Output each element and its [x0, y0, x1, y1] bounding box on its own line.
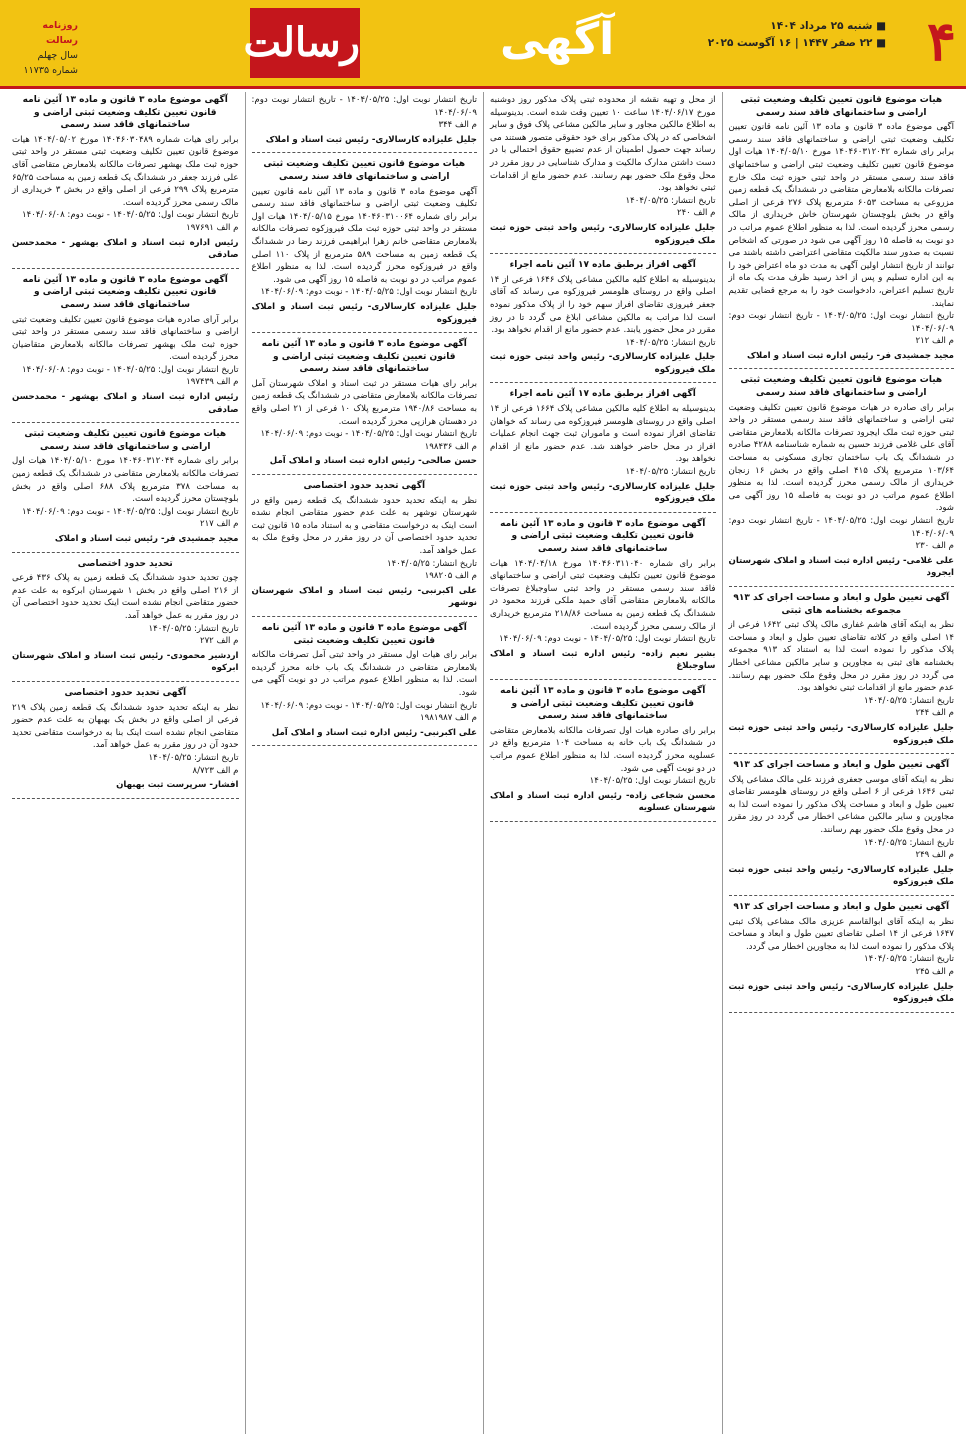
notice-separator — [12, 681, 239, 682]
notice-separator — [490, 253, 716, 254]
notice-title: آگهی موضوع ماده ۳ قانون و ماده ۱۳ آئین نامه قانون تعیین تکلیف وضعیت ثبتی اراضی و ساختمانهای فاقد سند رسمی — [22, 274, 228, 310]
legal-notice — [490, 518, 716, 673]
legal-notice — [252, 94, 478, 146]
notice-signer: اردشیر محمودی- رئیس ثبت اسناد و املاک شهرستان ابرکوه — [12, 650, 239, 674]
legal-notice — [729, 592, 955, 747]
legal-notice — [252, 622, 478, 739]
notice-code: م الف ۲۴۵ — [915, 967, 954, 977]
notice-body: برابر رای صادره در هیات موضوع قانون تعیین تکلیف وضعیت ثبتی اراضی و ساختمانهای فاقد سند رسمی مستقر در واحد ثبتی حوزه ثبت ملک ایجرود تصرفات مالکانه بلامعارض متقاضی آقای علی غلامی فرزند حسین به شماره شناسنامه ۴۲۸۸ صادره در ششدانگ یک باب ساختمان تجاری مسکونی به مساحت ۱۰۳/۶۴ مترمربع پلاک ۴۱۵ اصلی واقع در بخش ۱۶ زنجان خریداری از مالک رسمی محرز گردیده است. لذا به منظور اطلاع عموم مراتب در دو نوبت به فاصله ۱۵ روز آگهی می شود. — [728, 402, 954, 514]
date-box — [708, 18, 886, 52]
notice-body: بدینوسیله به اطلاع کلیه مالکین مشاعی پلاک ۱۶۶۴ فرعی از ۱۴ اصلی واقع در روستای هلومسر فیروزکوه می رساند که خواهان تقاضای افراز نموده است و ماموران ثبت جهت انجام عملیات افراز در محل حاضر خواهند شد. عدم حضور مانع از اقدام نخواهد بود. — [490, 404, 716, 465]
notice-code: م الف ۱۹۸۱۹۸۷ — [420, 713, 477, 724]
notice-dates: تاریخ انتشار نوبت اول: ۱۴۰۴/۰۵/۲۵ - نوبت دوم: ۱۴۰۴/۰۶/۰۹ — [21, 506, 239, 517]
notice-title: هیات موضوع قانون تعیین تکلیف وضعیت ثبتی اراضی و ساختمانهای فاقد سند رسمی — [740, 375, 943, 399]
legal-notice — [490, 94, 716, 247]
notice-body: برابر رای صادره هیات اول تصرفات مالکانه بلامعارض متقاضی در ششدانگ یک باب خانه به مساحت ۱۰۴ مترمربع واقع در عسلویه محرز گردیده است. لذا به منظور اطلاع عموم مراتب در دو نوبت آگهی می شود. — [490, 725, 716, 774]
notice-dates: تاریخ انتشار نوبت اول: ۱۴۰۴/۰۵/۲۵ - نوبت دوم: ۱۴۰۴/۰۶/۰۹ — [260, 287, 477, 298]
notice-dates: تاریخ انتشار نوبت اول: ۱۴۰۴/۰۵/۲۵ - نوبت دوم: ۱۴۰۴/۰۶/۰۸ — [21, 364, 239, 375]
notice-code: م الف ۸/۷۲۳ — [192, 765, 239, 776]
notice-code: م الف ۳۴۴ — [438, 120, 477, 131]
legal-notice — [12, 428, 239, 545]
notice-dates: تاریخ انتشار نوبت اول: ۱۴۰۴/۰۵/۲۵ - نوبت دوم: ۱۴۰۴/۰۶/۰۹ — [260, 700, 477, 711]
ad-column — [722, 92, 961, 1434]
notice-body: برابر رای شماره ۱۴۰۴۶۰۳۱۲۰۴۴ مورخ ۱۴۰۴/۰۵/۱۰ هیات اول تصرفات مالکانه بلامعارض متقاضی در ششدانگ یک قطعه زمین به مساحت ۳۷۸ مترمربع پلاک ۶۸۸ اصلی واقع در بخش بلوچستان محرز گردیده است. — [12, 456, 239, 505]
newspaper-logo: رسالت — [250, 8, 360, 78]
notice-separator — [729, 753, 955, 754]
notice-title: آگهی تعیین طول و ابعاد و مساحت اجرای کد ۹۱۳ — [733, 760, 950, 771]
notice-code: م الف ۲۷۲ — [199, 636, 239, 647]
notice-separator — [12, 798, 239, 799]
notice-code: م الف ۲۴۰ — [676, 208, 716, 219]
notice-body: آگهی موضوع ماده ۳ قانون و ماده ۱۳ آئین نامه قانون تعیین تکلیف وضعیت ثبتی اراضی و ساختمانهای فاقد سند رسمی برابر رای شماره ۱۴۰۴۶۰۳۱۰۰۶۴ مورخ ۱۴۰۴/۰۵/۱۵ هیات اول مستقر در واحد ثبتی حوزه ثبت ملک فیروزکوه تصرفات مالکانه بلامعارض متقاضی خانم زهرا ابراهیمی فرزند رضا در ششدانگ یک قطعه زمین به مساحت ۵۸۹ مترمربع از پلاک ۱۱۰ اصلی واقع در فیروزکوه محرز گردیده است. لذا به منظور اطلاع عموم مراتب در دو نوبت به فاصله ۱۵ روز آگهی می شود. — [251, 186, 477, 285]
notice-body: از محل و تهیه نقشه از محدوده ثبتی پلاک مذکور روز دوشنبه مورخ ۱۴۰۴/۰۶/۱۷ ساعت ۱۰ تعیین وقت شده است. بدینوسیله به اطلاع مالکین مجاور و سایر مالکین مشاعی پلاک فوق و سایر اشخاصی که در پلاک مذکور برای خود حقوقی متصور هستند می رساند جهت حصول اطمینان از عدم تضییع حقوق احتمالی با در دست داشتن مدارک مالکیت و مدارک شناسایی در روز مقرر در محل وقوع ملک حضور بهم رسانند. عدم حضور مانع از اقدامات ثبتی نخواهد بود. — [490, 95, 716, 194]
notice-separator — [729, 1012, 955, 1013]
ad-column — [245, 92, 484, 1434]
issue-meta — [12, 18, 78, 78]
notice-title: آگهی افراز برطبق ماده ۱۷ آئین نامه اجراء — [509, 260, 696, 271]
notice-signer: جلیل علیزاده کارسالاری- رئیس ثبت اسناد و املاک — [265, 134, 477, 145]
notice-title: هیات موضوع قانون تعیین تکلیف وضعیت ثبتی اراضی و ساختمانهای فاقد سند رسمی — [740, 95, 943, 118]
notice-dates: تاریخ انتشار نوبت اول: ۱۴۰۴/۰۵/۲۵ — [589, 776, 716, 787]
notice-signer: جلیل علیزاده کارسالاری- رئیس واحد ثبتی حوزه ثبت ملک فیروزکوه — [490, 352, 716, 375]
legal-notice — [12, 274, 239, 417]
notice-signer: جلیل علیزاده کارسالاری- رئیس واحد ثبتی حوزه ثبت ملک فیروزکوه — [490, 481, 716, 505]
notice-title: آگهی تحدید حدود اختصاصی — [303, 481, 426, 492]
notice-body: تاریخ انتشار نوبت اول: ۱۴۰۴/۰۵/۲۵ - تاریخ انتشار نوبت دوم: ۱۴۰۴/۰۶/۰۹ — [251, 95, 477, 118]
notice-separator — [729, 586, 955, 587]
notice-signer: علی غلامی- رئیس اداره ثبت اسناد و املاک شهرستان ایجرود — [728, 555, 954, 579]
notice-signer: بشیر نعیم زاده- رئیس اداره ثبت اسناد و املاک ساوجبلاغ — [490, 648, 716, 672]
notice-code: م الف ۲۴۴ — [915, 708, 954, 719]
notice-dates: تاریخ انتشار نوبت اول: ۱۴۰۴/۰۵/۲۵ - تاریخ انتشار نوبت دوم: ۱۴۰۴/۰۶/۰۹ — [728, 311, 954, 334]
notice-signer: رئیس اداره ثبت اسناد و املاک بهشهر - محمدحسن صادقی — [12, 237, 239, 261]
notice-separator — [252, 152, 478, 153]
ad-columns — [6, 92, 960, 1434]
notice-title: آگهی موضوع ماده ۳ قانون و ماده ۱۳ آئین نامه قانون تعیین تکلیف وضعیت ثبتی اراضی و ساختمانهای فاقد سند رسمی — [22, 95, 228, 131]
legal-notice — [729, 94, 955, 362]
notice-separator — [729, 368, 955, 369]
notice-title: آگهی تعیین طول و ابعاد و مساحت اجرای کد ۹۱۳ — [733, 902, 950, 913]
notice-dates: تاریخ انتشار: ۱۴۰۴/۰۵/۲۵ — [864, 695, 954, 706]
notice-code: م الف ۲۴۹ — [915, 850, 954, 861]
notice-title: آگهی موضوع ماده ۳ قانون و ماده ۱۳ آئین نامه قانون تعیین تکلیف وضعیت ثبتی اراضی و ساختمانهای فاقد سند رسمی — [500, 685, 706, 722]
notice-separator — [490, 512, 716, 513]
legal-notice — [490, 259, 716, 376]
notice-body: برابر آرای صادره هیات موضوع قانون تعیین تکلیف وضعیت ثبتی اراضی و ساختمانهای فاقد سند رسمی مستقر در واحد ثبتی حوزه ثبت ملک بهشهر تصرفات مالکانه بلامعارض متقاضیان محرز گردیده است. — [12, 314, 239, 363]
legal-notice — [252, 338, 478, 468]
notice-dates: تاریخ انتشار: ۱۴۰۴/۰۵/۲۵ — [864, 954, 954, 965]
notice-title: آگهی تعیین طول و ابعاد و مساحت اجرای کد ۹۱۳ مجموعه بخشنامه های ثبتی — [733, 592, 950, 616]
notice-separator — [12, 552, 239, 553]
legal-notice — [12, 687, 239, 792]
ad-column — [6, 92, 245, 1434]
notice-body: برابر رای هیات مستقر در ثبت اسناد و املاک شهرستان آمل تصرفات مالکانه بلامعارض متقاضی در ششدانگ یک قطعه زمین به مساحت ۱۹۴۰/۸۶ مترمربع پلاک ۱۰ فرعی از ۲۱ اصلی واقع در دهستان هرازپی محرز گردیده است. — [251, 378, 478, 427]
notice-body: نظر به اینکه آقای ابوالقاسم عزیزی مالک مشاعی پلاک ثبتی ۱۶۴۷ فرعی از ۱۴ اصلی تقاضای تعیین طول و ابعاد و مساحت پلاک مذکور را نموده است لذا به مجاورین اخطار می گردد. — [728, 916, 954, 952]
notice-title: هیات موضوع قانون تعیین تکلیف وضعیت ثبتی اراضی و ساختمانهای فاقد سند رسمی — [24, 429, 227, 452]
brand-label: روزنامه رسالت — [42, 20, 78, 46]
notice-dates: تاریخ انتشار نوبت اول: ۱۴۰۴/۰۵/۲۵ - نوبت دوم: ۱۴۰۴/۰۶/۰۹ — [260, 429, 477, 440]
year-label: سال چهلم — [37, 50, 78, 61]
notice-code: م الف ۲۱۷ — [199, 519, 239, 530]
notice-body: چون تحدید حدود ششدانگ یک قطعه زمین به پلاک ۴۳۶ فرعی از ۲۱۶ اصلی واقع در بخش ۱ شهرستان ابرکوه به علت عدم حضور متقاضی انجام نشده است اینک تحدید حدود اختصاصی آن در روز مقرر به عمل خواهد آمد. — [12, 573, 239, 621]
header-rule — [0, 86, 966, 89]
notice-separator — [490, 679, 716, 680]
notice-code: م الف ۱۹۷۴۳۹ — [186, 377, 239, 388]
notice-signer: علی اکبرنبی- رئیس ثبت اسناد و املاک شهرستان نوشهر — [251, 585, 477, 609]
notice-code: م الف ۱۹۸۲۰۵ — [424, 571, 477, 582]
notice-code: م الف ۱۹۷۶۹۱ — [186, 222, 239, 233]
notice-signer: علی اکبرنبی- رئیس اداره ثبت اسناد و املاک آمل — [271, 727, 477, 738]
notice-separator — [252, 332, 478, 333]
legal-notice — [12, 558, 239, 675]
notice-dates: تاریخ انتشار: ۱۴۰۴/۰۵/۲۵ — [148, 752, 239, 763]
ad-column — [483, 92, 722, 1434]
notice-signer: جلیل علیزاده کارسالاری- رئیس واحد ثبتی حوزه ثبت ملک فیروزکوه — [490, 222, 716, 246]
notice-code: م الف ۲۱۲ — [915, 336, 954, 347]
masthead — [0, 0, 966, 86]
notice-title: آگهی تحدید حدود اختصاصی — [64, 687, 187, 698]
notice-title: آگهی موضوع ماده ۳ قانون و ماده ۱۳ آئین نامه قانون تعیین تکلیف وضعیت ثبتی اراضی و ساختمانهای فاقد سند رسمی — [261, 339, 467, 375]
notice-dates: تاریخ انتشار: ۱۴۰۴/۰۵/۲۵ — [625, 337, 716, 348]
legal-notice — [12, 94, 239, 262]
notice-title: آگهی موضوع ماده ۳ قانون و ماده ۱۳ آئین نامه قانون تعیین تکلیف وضعیت ثبتی اراضی و ساختمانهای فاقد سند رسمی — [500, 518, 706, 554]
notice-title: هیات موضوع قانون تعیین تکلیف وضعیت ثبتی اراضی و ساختمانهای فاقد سند رسمی — [263, 159, 466, 182]
notice-dates: تاریخ انتشار نوبت اول: ۱۴۰۴/۰۵/۲۵ - نوبت دوم: ۱۴۰۴/۰۶/۰۸ — [21, 210, 239, 221]
notice-signer: جلیل علیزاده کارسالاری- رئیس واحد ثبتی حوزه ثبت ملک فیروزکوه — [728, 864, 954, 888]
notice-signer: افشار- سرپرست ثبت بهبهان — [116, 780, 239, 791]
notice-code: م الف ۲۳۰ — [915, 541, 954, 552]
legal-notice — [490, 685, 716, 815]
notice-dates: تاریخ انتشار: ۱۴۰۴/۰۵/۲۵ — [387, 558, 477, 569]
notice-separator — [252, 745, 478, 746]
date-line-2: ■ ۲۲ صفر ۱۴۴۷ | ۱۶ آگوست ۲۰۲۵ — [707, 37, 886, 49]
notice-body: نظر به اینکه تحدید حدود ششدانگ یک قطعه زمین پلاک ۲۱۹ فرعی از اصلی واقع در بخش یک بهبهان به علت عدم حضور متقاضی انجام نشده است اینک بنا به درخواست متقاضی تحدید حدود آن در روز مقرر به عمل خواهد آمد. — [12, 702, 239, 751]
page-number: ۴ — [926, 9, 956, 73]
notice-separator — [252, 474, 478, 475]
notice-code: م الف ۱۹۸۴۳۶ — [424, 441, 477, 452]
notice-separator — [729, 895, 955, 896]
notice-dates: تاریخ انتشار: ۱۴۰۴/۰۵/۲۵ — [625, 195, 716, 206]
notice-body: برابر رای شماره ۱۴۰۴۶۰۳۱۱۰۴۰ مورخ ۱۴۰۴/۰۴/۱۸ هیات موضوع قانون تعیین تکلیف وضعیت ثبتی اراضی و ساختمانهای فاقد سند رسمی مستقر در واحد ثبتی ساوجبلاغ تصرفات مالکانه بلامعارض متقاضی آقای حمید ملکی فرزند محمود در ششدانگ یک قطعه زمین به مساحت ۲۱۸/۸۶ مترمربع خریداری از مالک رسمی محرز گردیده است. — [490, 558, 716, 632]
legal-notice — [252, 158, 478, 326]
notice-title: تحدید حدود اختصاصی — [77, 558, 173, 569]
section-title: آگهی — [500, 14, 615, 65]
date-line-1: ■ شنبه ۲۵ مرداد ۱۴۰۴ — [770, 20, 886, 32]
notice-body: آگهی موضوع ماده ۳ قانون و ماده ۱۳ آئین نامه قانون تعیین تکلیف وضعیت ثبتی اراضی و ساختمانهای فاقد سند رسمی برابر رای شماره ۱۴۰۴۶۰۳۱۲۰۴۲ مورخ ۱۴۰۴/۰۵/۱۰ هیات اول موضوع قانون تعیین تکلیف وضعیت ثبتی اراضی و ساختمانهای فاقد سند رسمی مستقر در واحد ثبتی حوزه ثبت ملک خارج تصرفات مالکانه بلامعارض متقاضی در ششدانگ یک قطعه زمین مزروعی به مساحت ۶۰۵۳ مترمربع پلاک ۲۷۶ فرعی از اصلی واقع در بخش بلوچستان شهرستان خاش خریداری از مالک رسمی محرز گردیده است. لذا به منظور اطلاع عموم مراتب در دو نوبت به فاصله ۱۵ روز آگهی می شود در صورتی که اشخاص نسبت به صدور سند مالکیت متقاضی اعتراضی داشته باشند می توانند از تاریخ انتشار اولین آگهی به مدت دو ماه اعتراض خود را به این اداره تسلیم و پس از اخذ رسید ظرف مدت یک ماه از تاریخ تسلیم اعتراض، دادخواست خود را به مرجع قضایی تقدیم نمایند. — [728, 122, 954, 309]
legal-notice — [252, 480, 478, 610]
notice-body: بدینوسیله به اطلاع کلیه مالکین مشاعی پلاک ۱۶۴۶ فرعی از ۱۴ اصلی واقع در روستای هلومسر فیروزکوه می رساند که آقای جعفر فیروزی تقاضای افراز سهم خود را از پلاک مذکور نموده است لذا مراتب به مالکین مشاعی ابلاغ می گردد تا در روز مقرر در محل حضور یابند. عدم حضور مانع از اقدام نخواهد بود. — [490, 274, 716, 336]
notice-title: آگهی موضوع ماده ۳ قانون و ماده ۱۳ آئین نامه قانون تعیین تکلیف وضعیت ثبتی — [261, 622, 467, 646]
notice-dates: تاریخ انتشار: ۱۴۰۴/۰۵/۲۵ — [625, 467, 716, 478]
notice-dates: تاریخ انتشار نوبت اول: ۱۴۰۴/۰۵/۲۵ - نوبت دوم: ۱۴۰۴/۰۶/۰۹ — [498, 634, 716, 645]
notice-dates: تاریخ انتشار: ۱۴۰۴/۰۵/۲۵ — [864, 837, 954, 848]
notice-signer: محسن شجاعی زاده- رئیس اداره ثبت اسناد و املاک شهرستان عسلویه — [490, 790, 716, 814]
notice-separator — [252, 616, 478, 617]
notice-body: نظر به اینکه تحدید حدود ششدانگ یک قطعه زمین واقع در شهرستان نوشهر به علت عدم حضور متقاضی انجام نشده است اینک به درخواست متقاضی و به استناد ماده ۱۵ قانون ثبت تحدید حدود اختصاصی آن در روز مقرر در محل وقوع ملک به عمل خواهد آمد. — [251, 495, 477, 556]
legal-notice — [729, 374, 955, 580]
notice-body: برابر رای هیات شماره ۱۴۰۴۶۰۳۰۴۸۹ مورخ ۱۴۰۴/۰۵/۰۲ هیات موضوع قانون تعیین تکلیف وضعیت ثبتی مستقر در واحد ثبتی حوزه ثبت ملک بهشهر تصرفات مالکانه بلامعارض متقاضی آقای علی فرزند جعفر در ششدانگ یک قطعه زمین به مساحت ۶۵/۲۵ مترمربع پلاک ۲۹۹ فرعی از اصلی واقع در بخش ۳ خریداری از مالک رسمی محرز گردیده است. — [12, 134, 239, 208]
notice-separator — [12, 268, 239, 269]
notice-body: نظر به اینکه آقای هاشم غفاری مالک پلاک ثبتی ۱۶۴۲ فرعی از ۱۴ اصلی واقع در کلاته تقاضای تعیین طول و ابعاد و مساحت پلاک مذکور را نموده است لذا به استناد کد ۹۱۳ مجموعه بخشنامه های ثبتی به مجاورین و سایر مالکین مشاعی اخطار می گردد در روز مقرر در محل وقوع ملک حضور بهم رسانند. عدم حضور مانع از اقدامات ثبتی نخواهد بود. — [728, 620, 955, 694]
notice-signer: جلیل علیزاده کارسالاری- رئیس واحد ثبتی حوزه ثبت ملک فیروزکوه — [728, 981, 954, 1005]
notice-signer: حسن صالحی- رئیس اداره ثبت اسناد و املاک آمل — [269, 456, 477, 467]
notice-body: برابر رای هیات اول مستقر در واحد ثبتی آمل تصرفات مالکانه بلامعارض متقاضی در ششدانگ یک باب خانه محرز گردیده است. لذا به منظور اطلاع عموم مراتب در دو نوبت آگهی می شود. — [251, 650, 477, 698]
notice-signer: جلیل علیزاده کارسالاری- رئیس واحد ثبتی حوزه ثبت ملک فیروزکوه — [728, 722, 954, 746]
issue-number: شماره ۱۱۷۳۵ — [23, 65, 78, 76]
notice-dates: تاریخ انتشار: ۱۴۰۴/۰۵/۲۵ — [148, 623, 239, 634]
notice-signer: مجید جمشیدی فر- رئیس ثبت اسناد و املاک — [54, 534, 239, 544]
notice-title: آگهی افراز برطبق ماده ۱۷ آئین نامه اجراء — [509, 389, 696, 400]
notice-body: نظر به اینکه آقای موسی جعفری فرزند علی مالک مشاعی پلاک ثبتی ۱۶۴۶ فرعی از ۶ اصلی واقع در روستای هلومسر تقاضای تعیین طول و ابعاد و مساحت پلاک مذکور را نموده است لذا به مجاورین و سایر مالکین مشاعی اخطار می گردد در روز مقرر در محل وقوع ملک حضور بهم رسانند. — [728, 774, 954, 836]
notice-signer: جلیل علیزاده کارسالاری- رئیس ثبت اسناد و املاک فیروزکوه — [251, 301, 477, 325]
notice-signer: رئیس اداره ثبت اسناد و املاک بهشهر - محمدحسن صادقی — [12, 392, 239, 415]
legal-notice — [490, 388, 716, 505]
legal-notice — [729, 759, 955, 889]
notice-separator — [490, 821, 716, 822]
legal-notice — [729, 901, 955, 1006]
notice-signer: مجید جمشیدی فر- رئیس اداره ثبت اسناد و املاک — [747, 350, 954, 361]
notice-separator — [12, 422, 239, 423]
notice-separator — [490, 382, 716, 383]
notice-dates: تاریخ انتشار نوبت اول: ۱۴۰۴/۰۵/۲۵ - تاریخ انتشار نوبت دوم: ۱۴۰۴/۰۶/۰۹ — [728, 516, 954, 539]
